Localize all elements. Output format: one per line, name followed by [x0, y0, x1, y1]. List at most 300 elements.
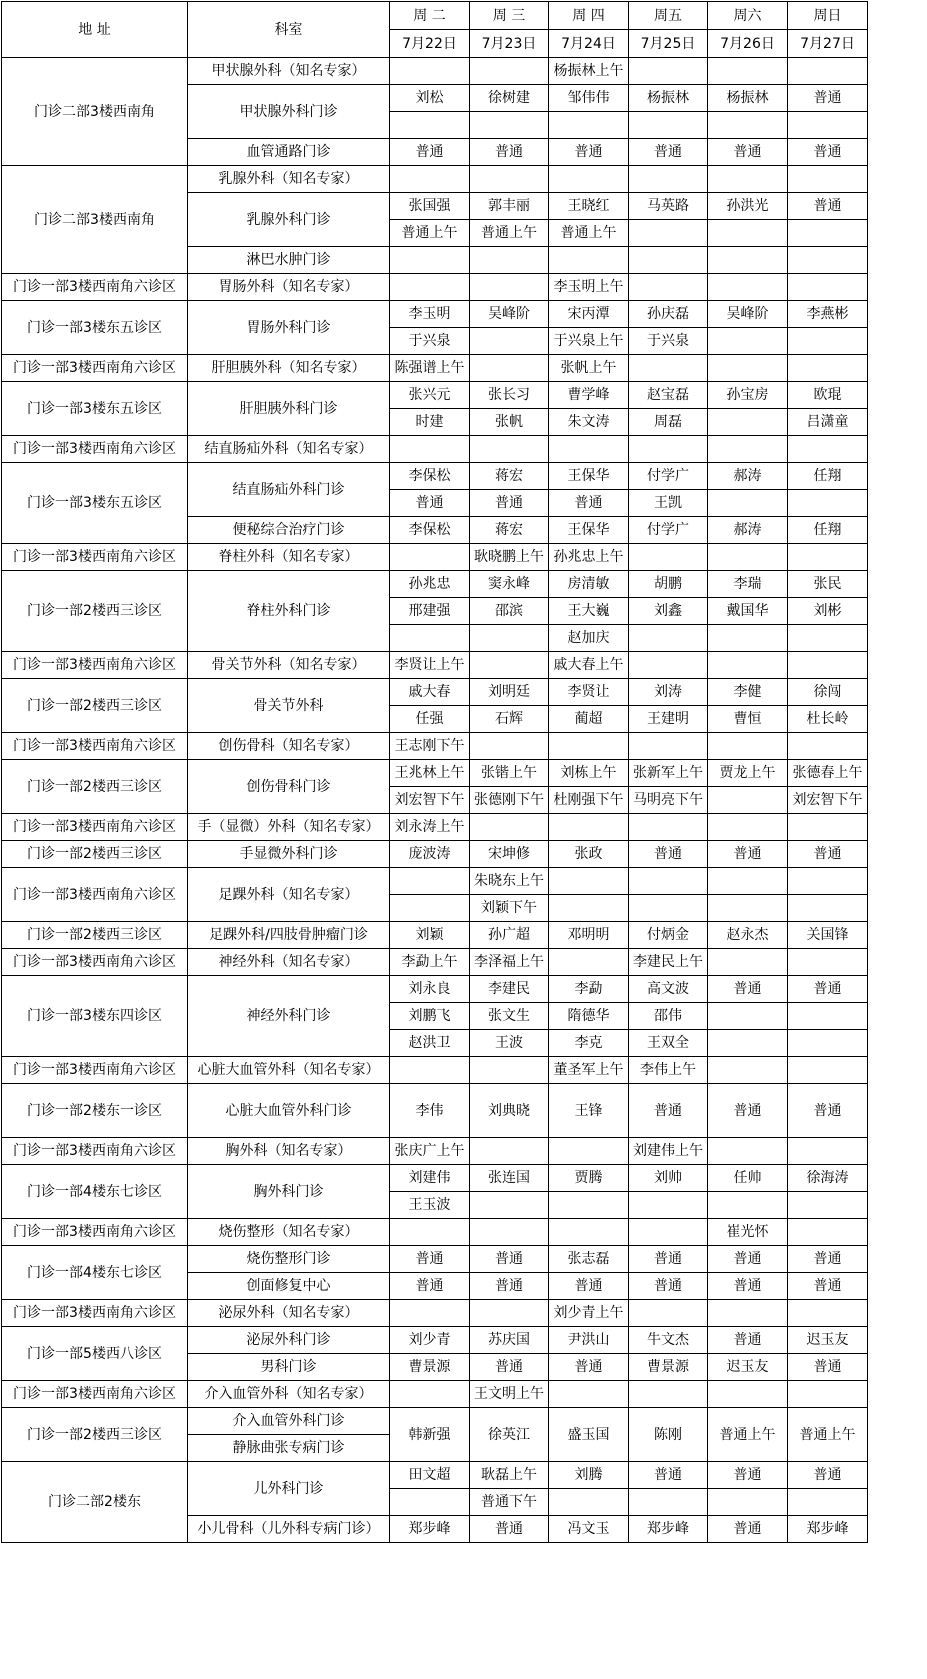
- address-cell: 门诊一部3楼西南角六诊区: [2, 274, 188, 301]
- doctor-cell: 普通: [629, 139, 708, 166]
- department-cell: 烧伤整形（知名专家）: [188, 1219, 390, 1246]
- doctor-cell: [788, 625, 868, 652]
- doctor-cell: 李建民: [470, 976, 549, 1003]
- doctor-cell: 普通: [390, 1273, 470, 1300]
- table-row: [2, 1408, 868, 1435]
- doctor-cell: [788, 355, 868, 382]
- doctor-cell: 普通: [549, 1273, 629, 1300]
- doctor-cell: 杜长岭: [788, 706, 868, 733]
- doctor-cell: 孙洪光: [708, 193, 788, 220]
- doctor-cell: [470, 247, 549, 274]
- doctor-cell: [390, 1381, 470, 1408]
- doctor-cell: 普通上午: [390, 220, 470, 247]
- doctor-cell: [788, 1192, 868, 1219]
- doctor-cell: 普通: [788, 1273, 868, 1300]
- department-cell: 手（显微）外科（知名专家）: [188, 814, 390, 841]
- doctor-cell: 普通: [470, 1516, 549, 1543]
- doctor-cell: [390, 436, 470, 463]
- header-day: 周五: [629, 2, 708, 30]
- doctor-cell: 普通上午: [708, 1408, 788, 1462]
- doctor-cell: 曹景源: [390, 1354, 470, 1381]
- doctor-cell: [788, 328, 868, 355]
- doctor-cell: [470, 1219, 549, 1246]
- doctor-cell: [629, 1192, 708, 1219]
- doctor-cell: 蔺超: [549, 706, 629, 733]
- doctor-cell: 曹景源: [629, 1354, 708, 1381]
- table-row: [2, 652, 868, 679]
- doctor-cell: 曹学峰: [549, 382, 629, 409]
- doctor-cell: [708, 436, 788, 463]
- header-department: 科室: [188, 2, 390, 58]
- doctor-cell: 蒋宏: [470, 517, 549, 544]
- doctor-cell: [390, 112, 470, 139]
- doctor-cell: 刘帅: [629, 1165, 708, 1192]
- department-cell: 足踝外科/四肢骨肿瘤门诊: [188, 922, 390, 949]
- department-cell: 甲状腺外科（知名专家）: [188, 58, 390, 85]
- doctor-cell: [470, 58, 549, 85]
- doctor-cell: 杜刚强下午: [549, 787, 629, 814]
- doctor-cell: 孙宝房: [708, 382, 788, 409]
- doctor-cell: 李保松: [390, 463, 470, 490]
- doctor-cell: 普通: [708, 841, 788, 868]
- table-row: [2, 382, 868, 409]
- doctor-cell: 曹恒: [708, 706, 788, 733]
- doctor-cell: 戚大春上午: [549, 652, 629, 679]
- doctor-cell: 李泽福上午: [470, 949, 549, 976]
- address-cell: 门诊一部3楼东五诊区: [2, 301, 188, 355]
- doctor-cell: [629, 868, 708, 895]
- doctor-cell: 张志磊: [549, 1246, 629, 1273]
- department-cell: 血管通路门诊: [188, 139, 390, 166]
- doctor-cell: [788, 220, 868, 247]
- doctor-cell: 房清敏: [549, 571, 629, 598]
- doctor-cell: 普通: [470, 490, 549, 517]
- doctor-cell: 赵洪卫: [390, 1030, 470, 1057]
- doctor-cell: 普通: [708, 1246, 788, 1273]
- doctor-cell: 马明亮下午: [629, 787, 708, 814]
- doctor-cell: [629, 544, 708, 571]
- table-row: [2, 733, 868, 760]
- doctor-cell: [788, 166, 868, 193]
- doctor-cell: 张文生: [470, 1003, 549, 1030]
- doctor-cell: 刘颖: [390, 922, 470, 949]
- doctor-cell: 李瑞: [708, 571, 788, 598]
- doctor-cell: [390, 166, 470, 193]
- doctor-cell: 李伟: [390, 1084, 470, 1138]
- doctor-cell: [788, 1057, 868, 1084]
- address-cell: 门诊一部3楼西南角六诊区: [2, 814, 188, 841]
- doctor-cell: 孙兆忠: [390, 571, 470, 598]
- doctor-cell: 朱晓东上午: [470, 868, 549, 895]
- doctor-cell: [549, 1489, 629, 1516]
- doctor-cell: 刘鹏飞: [390, 1003, 470, 1030]
- doctor-cell: [708, 490, 788, 517]
- doctor-cell: 李健: [708, 679, 788, 706]
- doctor-cell: 郭丰丽: [470, 193, 549, 220]
- doctor-cell: [549, 814, 629, 841]
- header-date: 7月27日: [788, 30, 868, 58]
- doctor-cell: 王保华: [549, 463, 629, 490]
- department-cell: 骨关节外科: [188, 679, 390, 733]
- doctor-cell: 王双全: [629, 1030, 708, 1057]
- doctor-cell: 李玉明上午: [549, 274, 629, 301]
- doctor-cell: 胡鹏: [629, 571, 708, 598]
- doctor-cell: 普通: [788, 193, 868, 220]
- doctor-cell: 普通上午: [788, 1408, 868, 1462]
- doctor-cell: [629, 166, 708, 193]
- table-row: [2, 1246, 868, 1273]
- doctor-cell: 杨振林上午: [549, 58, 629, 85]
- header-address: 地 址: [2, 2, 188, 58]
- doctor-cell: 刘宏智下午: [788, 787, 868, 814]
- doctor-cell: [549, 895, 629, 922]
- table-row: [2, 1327, 868, 1354]
- doctor-cell: [549, 112, 629, 139]
- doctor-cell: [470, 328, 549, 355]
- doctor-cell: [788, 1489, 868, 1516]
- address-cell: 门诊一部2楼东一诊区: [2, 1084, 188, 1138]
- doctor-cell: 周磊: [629, 409, 708, 436]
- doctor-cell: [708, 1489, 788, 1516]
- doctor-cell: 普通: [708, 1273, 788, 1300]
- address-cell: 门诊一部3楼西南角六诊区: [2, 1057, 188, 1084]
- doctor-cell: [470, 652, 549, 679]
- doctor-cell: 普通: [708, 1462, 788, 1489]
- doctor-cell: [390, 1489, 470, 1516]
- doctor-cell: 普通: [390, 139, 470, 166]
- doctor-cell: 时建: [390, 409, 470, 436]
- doctor-cell: 刘鑫: [629, 598, 708, 625]
- table-row: [2, 1219, 868, 1246]
- doctor-cell: [549, 733, 629, 760]
- doctor-cell: [549, 868, 629, 895]
- doctor-cell: 盛玉国: [549, 1408, 629, 1462]
- doctor-cell: 李玉明: [390, 301, 470, 328]
- doctor-cell: 戚大春: [390, 679, 470, 706]
- doctor-cell: 任帅: [708, 1165, 788, 1192]
- doctor-cell: 刘松: [390, 85, 470, 112]
- address-cell: 门诊一部4楼东七诊区: [2, 1246, 188, 1300]
- doctor-cell: [629, 1489, 708, 1516]
- doctor-cell: 张连国: [470, 1165, 549, 1192]
- department-cell: 创伤骨科门诊: [188, 760, 390, 814]
- doctor-cell: 杨振林: [629, 85, 708, 112]
- department-cell: 介入血管外科门诊: [188, 1408, 390, 1435]
- doctor-cell: 王晓红: [549, 193, 629, 220]
- doctor-cell: 王保华: [549, 517, 629, 544]
- table-row: [2, 1381, 868, 1408]
- department-cell: 泌尿外科（知名专家）: [188, 1300, 390, 1327]
- doctor-cell: [708, 166, 788, 193]
- doctor-cell: [708, 625, 788, 652]
- doctor-cell: [390, 274, 470, 301]
- doctor-cell: 王波: [470, 1030, 549, 1057]
- table-row: [2, 1138, 868, 1165]
- department-cell: 男科门诊: [188, 1354, 390, 1381]
- doctor-cell: 刘建伟: [390, 1165, 470, 1192]
- doctor-cell: 徐树建: [470, 85, 549, 112]
- doctor-cell: 普通: [788, 841, 868, 868]
- doctor-cell: 崔光怀: [708, 1219, 788, 1246]
- doctor-cell: [470, 625, 549, 652]
- header-date: 7月26日: [708, 30, 788, 58]
- doctor-cell: 吴峰阶: [470, 301, 549, 328]
- doctor-cell: 刘少青上午: [549, 1300, 629, 1327]
- table-row: [2, 1057, 868, 1084]
- doctor-cell: 刘永涛上午: [390, 814, 470, 841]
- doctor-cell: 普通: [708, 1516, 788, 1543]
- table-row: [2, 463, 868, 490]
- doctor-cell: 邵滨: [470, 598, 549, 625]
- department-cell: 胸外科门诊: [188, 1165, 390, 1219]
- doctor-cell: [549, 1192, 629, 1219]
- department-cell: 肝胆胰外科（知名专家）: [188, 355, 390, 382]
- doctor-cell: 赵加庆: [549, 625, 629, 652]
- address-cell: 门诊一部2楼西三诊区: [2, 922, 188, 949]
- doctor-cell: 宋丙潭: [549, 301, 629, 328]
- doctor-cell: 普通上午: [470, 220, 549, 247]
- doctor-cell: [708, 1381, 788, 1408]
- doctor-cell: 徐海涛: [788, 1165, 868, 1192]
- doctor-cell: [708, 814, 788, 841]
- doctor-cell: [629, 436, 708, 463]
- doctor-cell: 普通: [788, 1354, 868, 1381]
- address-cell: 门诊一部3楼西南角六诊区: [2, 1138, 188, 1165]
- doctor-cell: 隋德华: [549, 1003, 629, 1030]
- table-row: [2, 814, 868, 841]
- table-row: [2, 1084, 868, 1111]
- doctor-cell: 董圣军上午: [549, 1057, 629, 1084]
- department-cell: 结直肠疝外科（知名专家）: [188, 436, 390, 463]
- doctor-cell: 王志刚下午: [390, 733, 470, 760]
- doctor-cell: [629, 1381, 708, 1408]
- doctor-cell: 普通: [390, 1246, 470, 1273]
- doctor-cell: 任强: [390, 706, 470, 733]
- doctor-cell: 普通: [470, 139, 549, 166]
- department-cell: 甲状腺外科门诊: [188, 85, 390, 139]
- doctor-cell: [788, 112, 868, 139]
- doctor-cell: [788, 490, 868, 517]
- table-row: [2, 1300, 868, 1327]
- doctor-cell: [708, 247, 788, 274]
- doctor-cell: 王文明上午: [470, 1381, 549, 1408]
- doctor-cell: 李保松: [390, 517, 470, 544]
- table-row: [2, 976, 868, 1003]
- address-cell: 门诊一部3楼西南角六诊区: [2, 1300, 188, 1327]
- doctor-cell: 李伟上午: [629, 1057, 708, 1084]
- doctor-cell: [470, 1192, 549, 1219]
- doctor-cell: [708, 733, 788, 760]
- doctor-cell: 贾龙上午: [708, 760, 788, 787]
- doctor-cell: 刘宏智下午: [390, 787, 470, 814]
- department-cell: 小儿骨科（儿外科专病门诊）: [188, 1516, 390, 1543]
- doctor-cell: 李燕彬: [788, 301, 868, 328]
- doctor-cell: [549, 1381, 629, 1408]
- doctor-cell: 张庆广上午: [390, 1138, 470, 1165]
- department-cell: 介入血管外科（知名专家）: [188, 1381, 390, 1408]
- doctor-cell: 任翔: [788, 517, 868, 544]
- address-cell: 门诊一部2楼西三诊区: [2, 679, 188, 733]
- header-date: 7月22日: [390, 30, 470, 58]
- doctor-cell: 李贤让上午: [390, 652, 470, 679]
- doctor-cell: 陈强谱上午: [390, 355, 470, 382]
- address-cell: 门诊一部5楼西八诊区: [2, 1327, 188, 1381]
- doctor-cell: [390, 544, 470, 571]
- doctor-cell: 普通: [708, 1084, 788, 1138]
- doctor-cell: 张政: [549, 841, 629, 868]
- table-row: [2, 1462, 868, 1489]
- doctor-cell: [629, 1300, 708, 1327]
- doctor-cell: [549, 166, 629, 193]
- doctor-cell: 王建明: [629, 706, 708, 733]
- doctor-cell: [470, 355, 549, 382]
- department-cell: 创面修复中心: [188, 1273, 390, 1300]
- address-cell: 门诊二部3楼西南角: [2, 166, 188, 274]
- doctor-cell: 邵伟: [629, 1003, 708, 1030]
- address-cell: 门诊二部2楼东: [2, 1462, 188, 1543]
- doctor-cell: [788, 1030, 868, 1057]
- doctor-cell: [708, 652, 788, 679]
- doctor-cell: 张帆上午: [549, 355, 629, 382]
- table-row: [2, 301, 868, 328]
- doctor-cell: 郑步峰: [788, 1516, 868, 1543]
- doctor-cell: 庞波涛: [390, 841, 470, 868]
- doctor-cell: 王兆林上午: [390, 760, 470, 787]
- doctor-cell: 牛文杰: [629, 1327, 708, 1354]
- doctor-cell: 普通下午: [470, 1489, 549, 1516]
- table-row: [2, 922, 868, 949]
- doctor-cell: 普通: [629, 1246, 708, 1273]
- department-cell: 胸外科（知名专家）: [188, 1138, 390, 1165]
- doctor-cell: 于兴泉上午: [549, 328, 629, 355]
- doctor-cell: 于兴泉: [390, 328, 470, 355]
- doctor-cell: 于兴泉: [629, 328, 708, 355]
- department-cell: 骨关节外科（知名专家）: [188, 652, 390, 679]
- doctor-cell: 普通上午: [549, 220, 629, 247]
- doctor-cell: 张国强: [390, 193, 470, 220]
- doctor-cell: 吴峰阶: [708, 301, 788, 328]
- doctor-cell: 张德春上午: [788, 760, 868, 787]
- doctor-cell: 普通: [470, 1354, 549, 1381]
- doctor-cell: 张长习: [470, 382, 549, 409]
- doctor-cell: [708, 220, 788, 247]
- department-cell: 足踝外科（知名专家）: [188, 868, 390, 922]
- doctor-cell: 徐英江: [470, 1408, 549, 1462]
- doctor-cell: [629, 247, 708, 274]
- table-row: [2, 949, 868, 976]
- doctor-cell: [390, 1300, 470, 1327]
- doctor-cell: 普通: [708, 139, 788, 166]
- doctor-cell: [390, 58, 470, 85]
- department-cell: 烧伤整形门诊: [188, 1246, 390, 1273]
- doctor-cell: 普通: [629, 1084, 708, 1138]
- table-row: [2, 355, 868, 382]
- department-cell: 乳腺外科门诊: [188, 193, 390, 247]
- doctor-cell: 张新军上午: [629, 760, 708, 787]
- doctor-cell: 吕潇童: [788, 409, 868, 436]
- doctor-cell: 徐闯: [788, 679, 868, 706]
- department-cell: 胃肠外科门诊: [188, 301, 390, 355]
- doctor-cell: [788, 274, 868, 301]
- doctor-cell: [788, 58, 868, 85]
- doctor-cell: 普通: [788, 1462, 868, 1489]
- doctor-cell: [708, 328, 788, 355]
- doctor-cell: [629, 1219, 708, 1246]
- doctor-cell: 欧琨: [788, 382, 868, 409]
- doctor-cell: [470, 1300, 549, 1327]
- doctor-cell: [470, 1138, 549, 1165]
- doctor-cell: [390, 247, 470, 274]
- doctor-cell: 付炳金: [629, 922, 708, 949]
- address-cell: 门诊一部2楼西三诊区: [2, 571, 188, 652]
- doctor-cell: [629, 355, 708, 382]
- doctor-cell: 韩新强: [390, 1408, 470, 1462]
- doctor-cell: [788, 1300, 868, 1327]
- doctor-cell: 孙庆磊: [629, 301, 708, 328]
- doctor-cell: [470, 112, 549, 139]
- doctor-cell: 李勐上午: [390, 949, 470, 976]
- header-date: 7月25日: [629, 30, 708, 58]
- doctor-cell: 孙兆忠上午: [549, 544, 629, 571]
- doctor-cell: 邹伟伟: [549, 85, 629, 112]
- department-cell: 脊柱外科门诊: [188, 571, 390, 652]
- doctor-cell: 张德刚下午: [470, 787, 549, 814]
- doctor-cell: [788, 247, 868, 274]
- doctor-cell: [708, 355, 788, 382]
- doctor-cell: 普通: [788, 139, 868, 166]
- doctor-cell: 普通: [549, 1354, 629, 1381]
- address-cell: 门诊一部3楼西南角六诊区: [2, 544, 188, 571]
- table-row: [2, 1165, 868, 1192]
- doctor-cell: 蒋宏: [470, 463, 549, 490]
- doctor-cell: 普通: [788, 1084, 868, 1138]
- doctor-cell: 普通: [470, 1273, 549, 1300]
- address-cell: 门诊一部3楼东五诊区: [2, 463, 188, 544]
- department-cell: 结直肠疝外科门诊: [188, 463, 390, 517]
- doctor-cell: 刘建伟上午: [629, 1138, 708, 1165]
- doctor-cell: 王玉波: [390, 1192, 470, 1219]
- address-cell: 门诊一部2楼西三诊区: [2, 760, 188, 814]
- doctor-cell: 郝涛: [708, 463, 788, 490]
- doctor-cell: 刘腾: [549, 1462, 629, 1489]
- doctor-cell: 普通: [788, 976, 868, 1003]
- header-day: 周 四: [549, 2, 629, 30]
- doctor-cell: 邓明明: [549, 922, 629, 949]
- department-cell: 神经外科（知名专家）: [188, 949, 390, 976]
- doctor-cell: [788, 949, 868, 976]
- doctor-cell: 刘明廷: [470, 679, 549, 706]
- doctor-cell: [470, 814, 549, 841]
- doctor-cell: [788, 895, 868, 922]
- address-cell: 门诊二部3楼西南角: [2, 58, 188, 166]
- doctor-cell: [788, 436, 868, 463]
- department-cell: 胃肠外科（知名专家）: [188, 274, 390, 301]
- department-cell: 手显微外科门诊: [188, 841, 390, 868]
- address-cell: 门诊一部3楼西南角六诊区: [2, 868, 188, 922]
- doctor-cell: 张锴上午: [470, 760, 549, 787]
- doctor-cell: 宋坤修: [470, 841, 549, 868]
- doctor-cell: [708, 544, 788, 571]
- doctor-cell: [788, 733, 868, 760]
- doctor-cell: 刘少青: [390, 1327, 470, 1354]
- doctor-cell: 耿晓鹏上午: [470, 544, 549, 571]
- header-day: 周 二: [390, 2, 470, 30]
- doctor-cell: 刘永良: [390, 976, 470, 1003]
- doctor-cell: 李勐: [549, 976, 629, 1003]
- doctor-cell: [788, 652, 868, 679]
- doctor-cell: [390, 625, 470, 652]
- doctor-cell: 迟玉友: [788, 1327, 868, 1354]
